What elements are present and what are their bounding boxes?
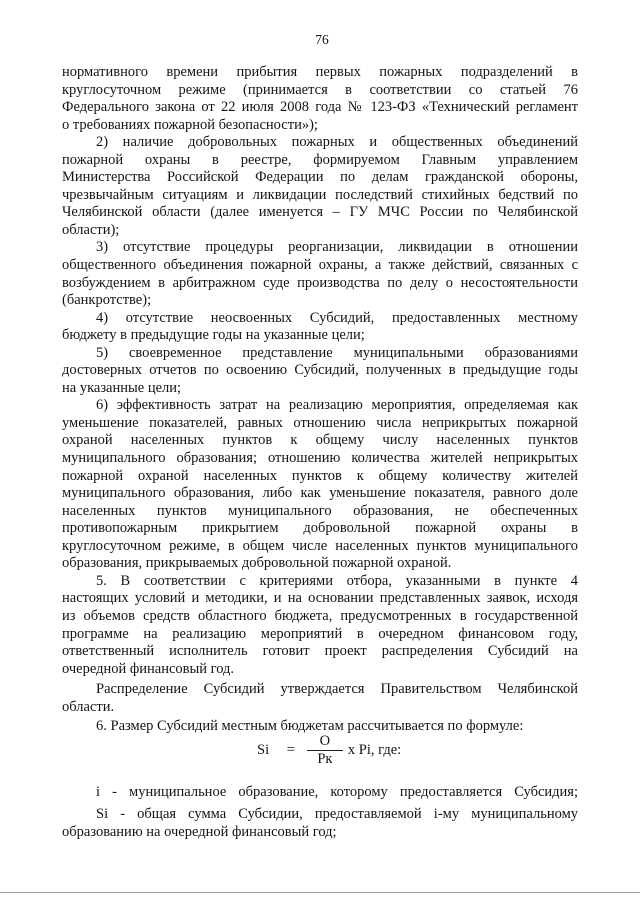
text-line: муниципального образования, либо как уменьшение показателя, равного доле [62,485,578,502]
text-line: пожарной охраной населенных пунктов к общему количеству жителей [62,467,578,484]
text-line: из объемов средств областного бюджета, предусмотренных в государственной [62,607,578,624]
subsidy-formula [257,733,401,768]
text-line: 6. Размер Субсидий местным бюджетам рассчитывается по формуле: [96,718,524,734]
text-line: образования, прикрываемых добровольной пожарной охраной. [62,555,452,572]
text-line: 2) наличие добровольных пожарных и общественных объединений [96,134,578,151]
criterion-4-paragraph [62,310,578,345]
text-line: области); [62,221,120,238]
text-line: настоящих условий и методики, и на основании представленных заявок, исходя [62,590,578,607]
clause-5-paragraph [62,573,578,678]
text-line: населенных пунктов муниципального образования, не обеспеченных [62,502,578,519]
text-line: 4) отсутствие неосвоенных Субсидий, предоставленных местному [96,309,578,326]
text-line: 5. В соответствии с критериями отбора, указанными в пункте 4 [96,572,578,589]
criterion-5-paragraph [62,345,578,398]
text-line: круглосуточном режиме (принимается в соответствии со статьей 76 [62,81,578,98]
text-line: противопожарным прикрытием добровольной пожарной охраны в [62,520,578,537]
scan-edge-line [0,892,640,893]
definition-si-paragraph [62,806,578,841]
text-line: достоверных отчетов по освоению Субсидий, полученных в предыдущие годы [62,362,578,379]
text-line: Распределение Субсидий утверждается Правительством Челябинской [96,681,578,697]
formula-lhs: Si = [257,742,295,758]
text-line: Si - общая сумма Субсидии, предоставляемой i-му муниципальному [96,806,578,822]
text-line: охраной населенных пунктов к общему числу населенных пунктов [62,432,578,449]
text-line: области. [62,698,115,715]
text-line: нормативного времени прибытия первых пожарных подразделений в [62,64,578,80]
text-line: (банкротстве); [62,292,152,309]
text-line: муниципального образования; отношению количества жителей неприкрытых [62,450,578,467]
text-line: 6) эффективность затрат на реализацию мероприятия, определяемая как [96,397,578,414]
text-line: программе на реализацию мероприятий в очередном финансовом году, [62,625,578,642]
formula-fraction [307,733,343,768]
criterion-6-paragraph [62,397,578,572]
text-line: Федерального закона от 22 июля 2008 года № 123-ФЗ «Технический регламент [62,99,578,116]
text-line: на указанные цели; [62,379,182,396]
text-line: очередной финансовый год. [62,660,235,677]
text-line: 3) отсутствие процедуры реорганизации, ликвидации в отношении [96,239,578,256]
text-line: чрезвычайным ситуациям и ликвидации последствий стихийных бедствий по [62,186,578,203]
text-line: образованию на очередной финансовый год; [62,823,337,840]
formula-numerator: О [319,733,331,749]
distribution-approval-paragraph [62,681,578,716]
criterion-2-paragraph [62,134,578,239]
text-line: Челябинской области (далее именуется – ГУ МЧС России по Челябинской [62,204,578,221]
text-line: о требованиях пожарной безопасности»); [62,116,318,133]
text-line: ответственный исполнитель готовит проект распределения Субсидий на [62,643,578,660]
text-line: круглосуточном режиме, в общем числе населенных пунктов муниципального [62,537,578,554]
criterion-3-paragraph [62,239,578,309]
text-line: возбуждением в арбитражном суде производства по делу о несостоятельности [62,274,578,291]
text-line: i - муниципальное образование, которому предоставляется Субсидия; [96,784,578,800]
definition-i-paragraph [62,784,578,802]
text-line: уменьшение показателей, равных отношению числа неприкрытых пожарной [62,414,578,431]
paragraph-continued [62,64,578,134]
formula-denominator: Рк [317,751,333,767]
main-text-block [62,64,578,678]
formula-rhs: х Рi, где: [347,742,402,758]
text-line: бюджету в предыдущие годы на указанные цели; [62,327,365,344]
page-number: 76 [315,32,329,47]
text-line: общественного объединения пожарной охраны, а также действий, связанных с [62,257,578,274]
text-line: 5) своевременное представление муниципальными образованиями [96,344,578,361]
text-line: пожарной охраны в реестре, формируемом Главным управлением [62,151,578,168]
text-line: Министерства Российской Федерации по делам гражданской обороны, [62,169,578,186]
